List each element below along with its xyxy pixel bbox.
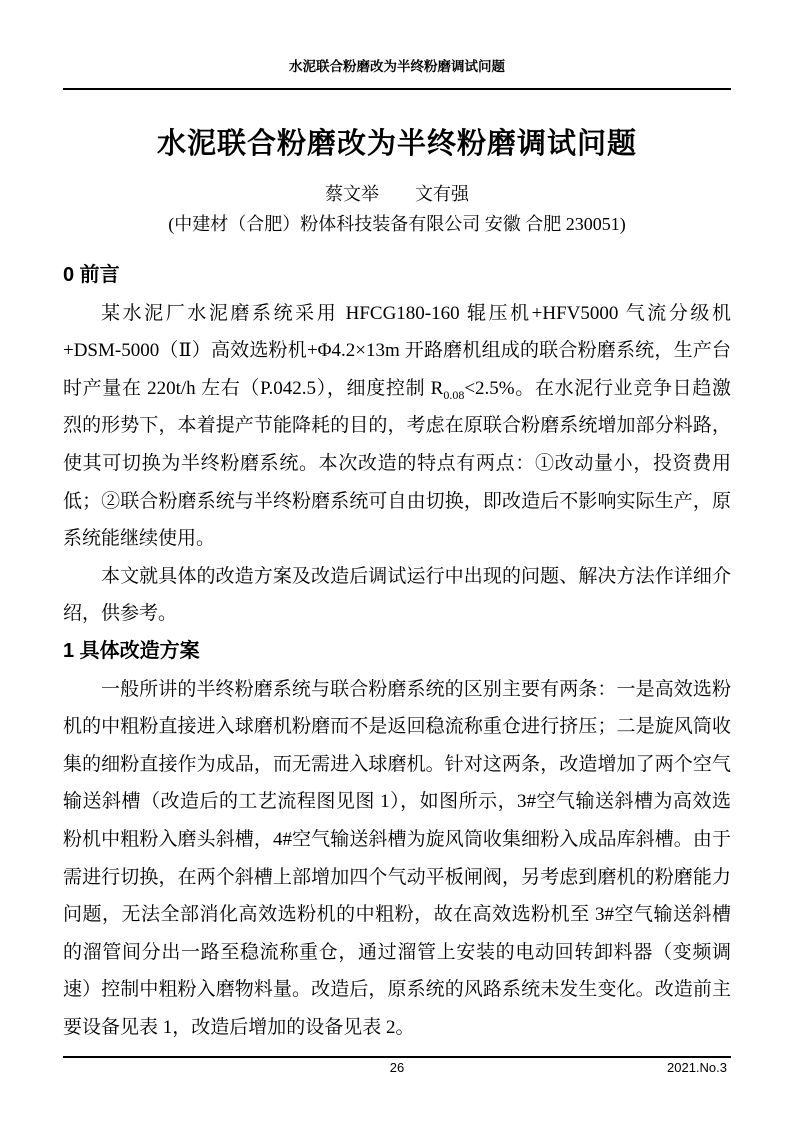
paragraph-intro-2: 本文就具体的改造方案及改造后调试运行中出现的问题、解决方法作详细介绍，供参考。 [63, 565, 731, 625]
section-heading-0: 0 前言 [63, 264, 120, 286]
paragraph-text: <2.5%。在水泥行业竞争日趋激烈的形势下，本着提产节能降耗的目的，考虑在原联合粉磨系统增加部分料路，使其可切换为半终粉磨系统。本次改造的特点有两点：①改动量小，投资费用低；②联合粉磨系统与半终粉磨系统可自由切换，即改造后不影响实际生产，原系统能继续使用。 [63, 377, 731, 550]
paragraph-plan-1: 一般所讲的半终粉磨系统与联合粉磨系统的区别主要有两条：一是高效选粉机的中粗粉直接进入球磨机粉磨而不是返回稳流称重仓进行挤压；二是旋风筒收集的细粉直接作为成品，而无需进入球磨机。针对这两条，改造增加了两个空气输送斜槽（改造后的工艺流程图见图 1），如图所示，3#空气输送斜槽为高效选粉机中粗粉入磨头斜槽，4#空气输送斜槽为旋风筒收集细粉入成品库斜槽。由于需进行切换，在两个斜槽上部增加四个气动平板闸阀，另考虑到磨机的粉磨能力问题，无法全部消化高效选粉机的中粗粉，故在高效选粉机至 3#空气输送斜槽的溜管间分出一路至稳流称重仓，通过溜管上安装的电动回转卸料器（变频调速）控制中粗粉入磨物料量。改造后，原系统的风路系统未发生变化。改造前主要设备见表 1，改造后增加的设备见表 2。 [63, 678, 731, 1038]
page-footer [63, 1056, 731, 1080]
subscript-fineness: 0.08 [443, 387, 465, 402]
header-rule [63, 88, 731, 90]
paragraph-intro-1 [63, 295, 731, 558]
section-heading-1: 1 具体改造方案 [63, 639, 200, 662]
footer-rule [63, 1056, 731, 1058]
author-name: 文有强 [415, 184, 469, 204]
page-title: 水泥联合粉磨改为半终粉磨调试问题 [156, 128, 637, 160]
paragraph-text: 某水泥厂水泥磨系统采用 HFCG180-160 辊压机+HFV5000 气流分级机+DSM-5000（Ⅱ）高效选粉机+Φ4.2×13m 开路磨机组成的联合粉磨系统，生产台时产量在 220t/h 左右（P.042.5），细度控制 R [63, 302, 731, 399]
running-head: 水泥联合粉磨改为半终粉磨调试问题 [289, 59, 505, 74]
author-name: 蔡文举 [325, 184, 379, 204]
footer-row [63, 1060, 731, 1080]
page-number: 26 [389, 1060, 405, 1075]
affiliation-line: (中建材（合肥）粉体科技装备有限公司 安徽 合肥 230051) [168, 214, 626, 234]
issue-label: 2021.No.3 [667, 1060, 727, 1075]
authors-line [63, 183, 731, 205]
